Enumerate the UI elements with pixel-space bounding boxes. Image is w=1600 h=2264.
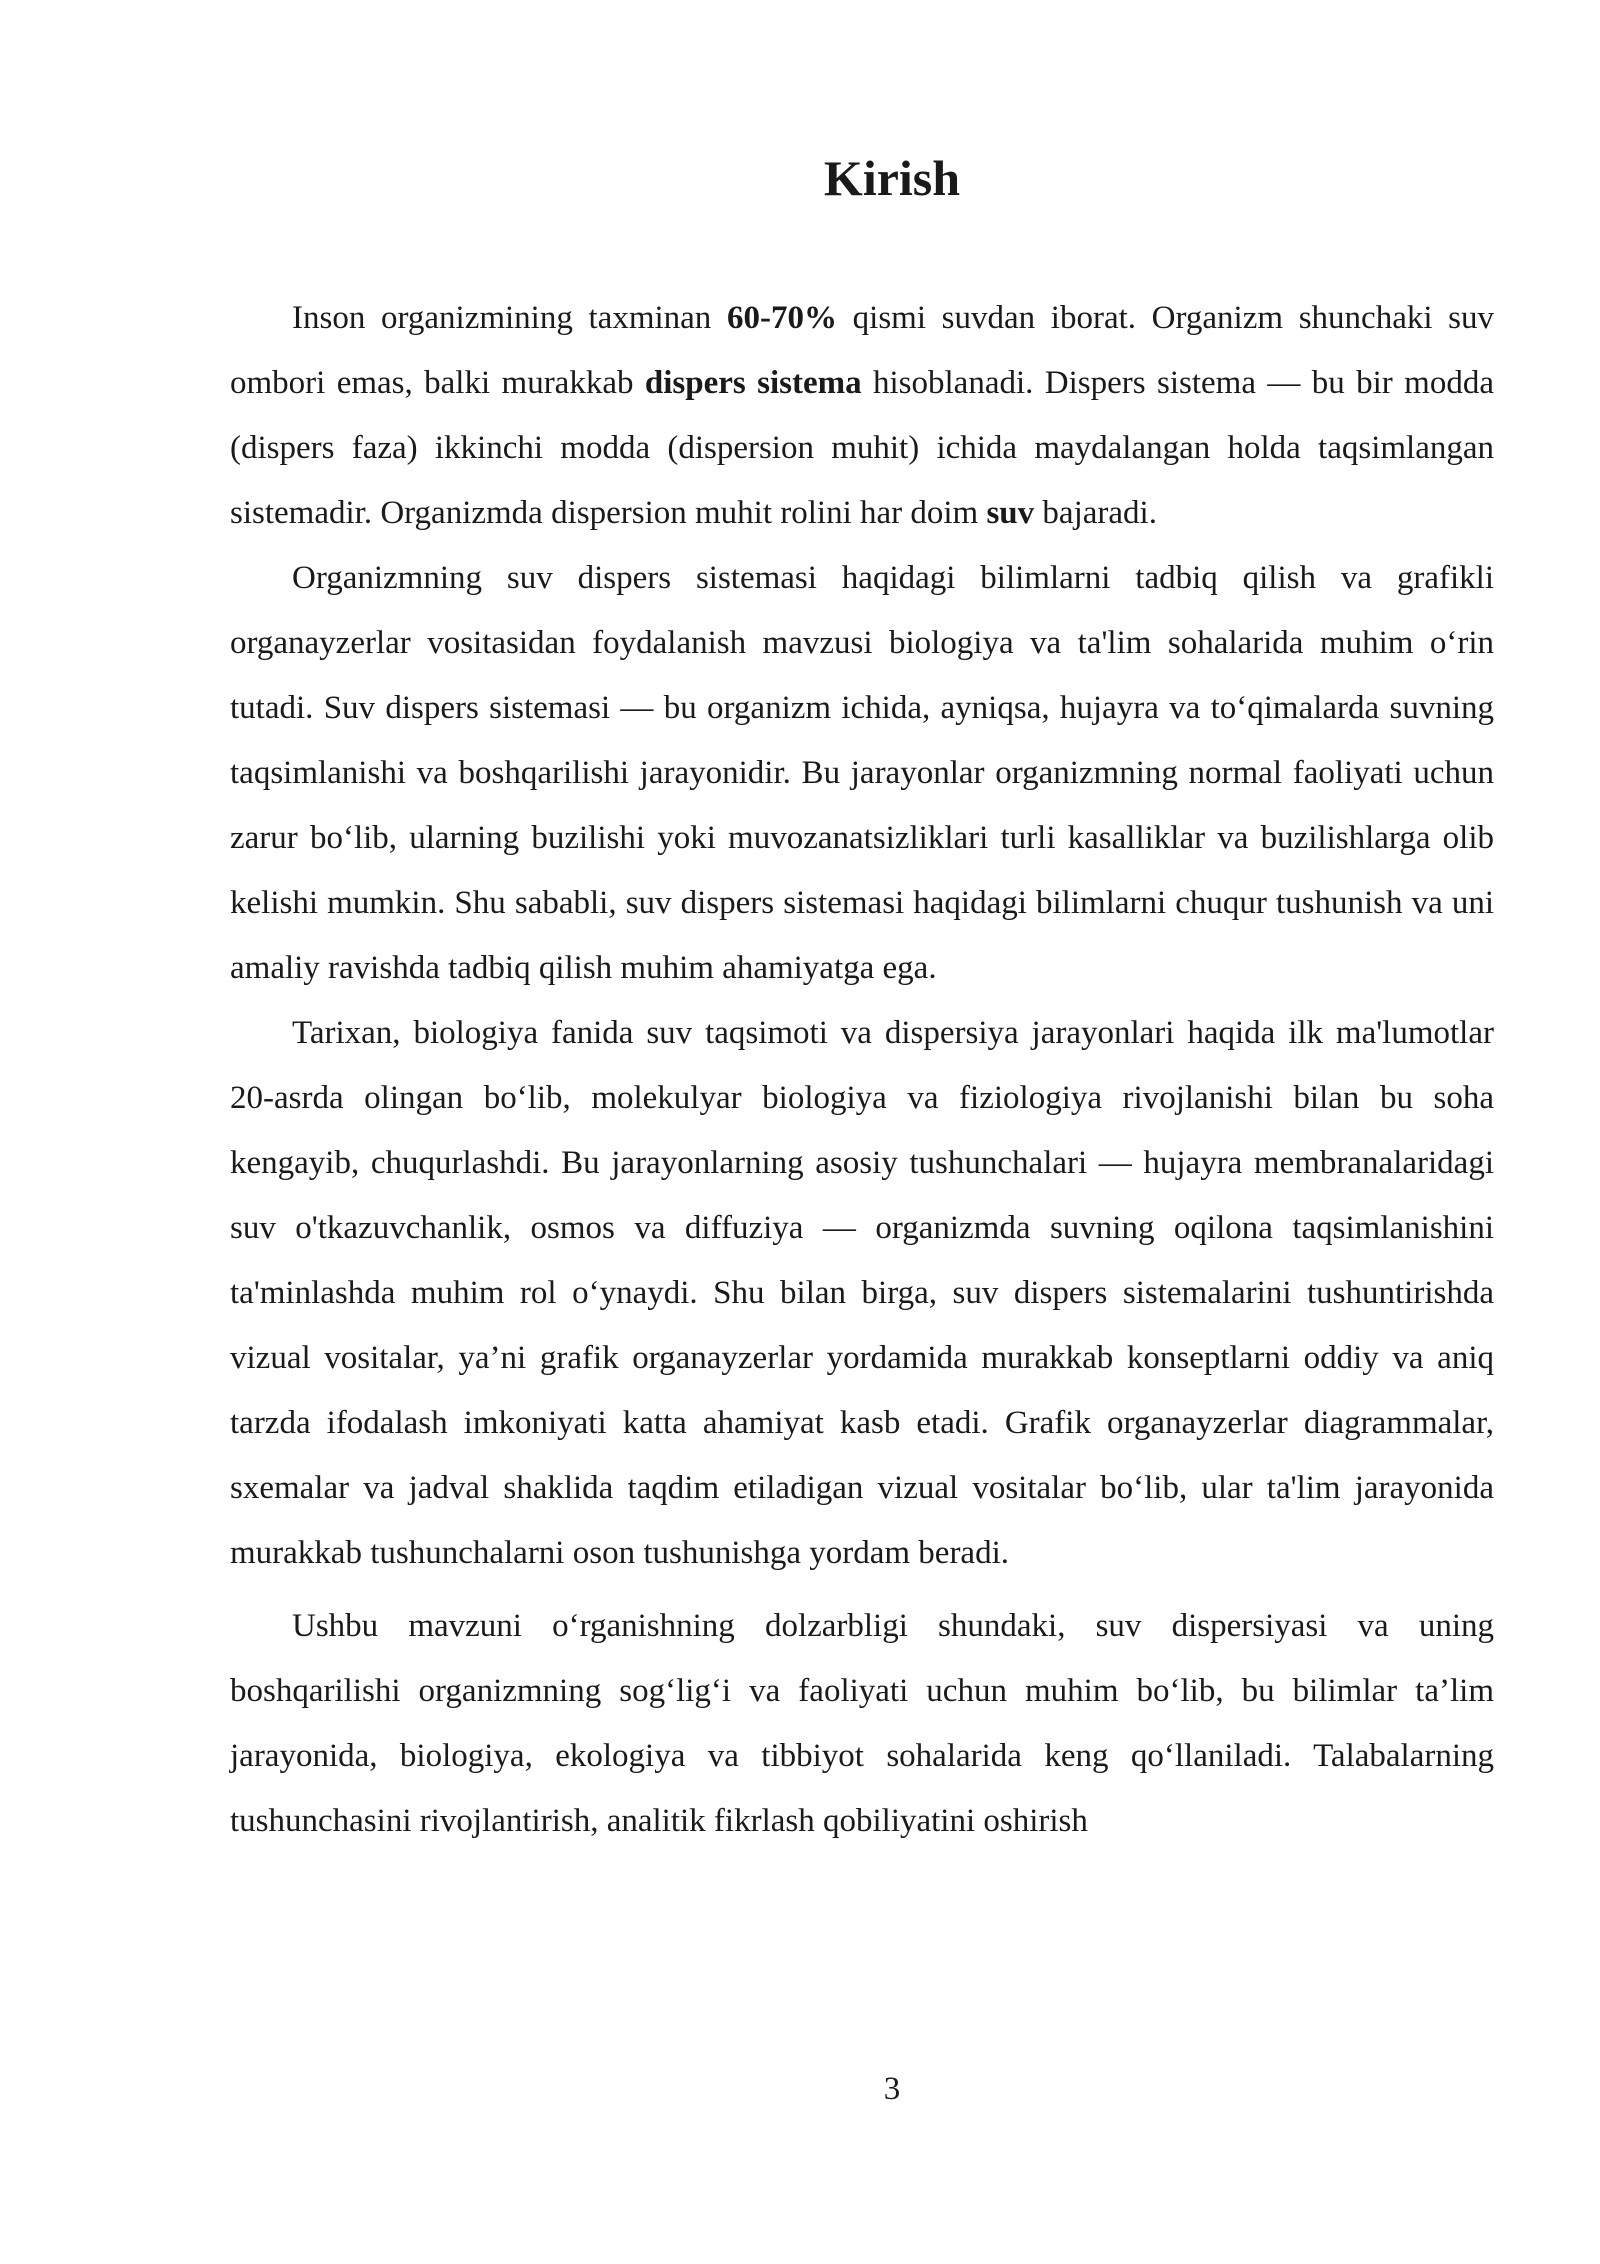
paragraph-2 — [230, 546, 1494, 1001]
bold-term-suv: suv — [986, 495, 1035, 531]
paragraph-1-segment: qismi suvdan iborat. Organizm shunchaki suv ombori emas, balki murakkab — [230, 300, 1495, 401]
paragraph-1-segment: hisoblanadi. Dispers sistema — bu bir modda (dispers faza) ikkinchi modda (dispersion muhit) ichida maydalangan holda taqsimlangan sistemadir. Organizmda dispersion muhit rolini har doim — [230, 365, 1494, 531]
paragraph-2-text: Organizmning suv dispers sistemasi haqidagi bilimlarni tadbiq qilish va grafikli organayzerlar vositasidan foydalanish mavzusi biologiya va ta'lim sohalarida muhim o‘rin tutadi. Suv dispers sistemasi — bu organizm ichida, ayniqsa, hujayra va to‘qimalarda suvning taqsimlanishi va boshqarilishi jarayonidir. Bu jarayonlar organizmning normal faoliyati uchun zarur bo‘lib, ularning buzilishi yoki muvozanatsizliklari turli kasalliklar va buzilishlarga olib kelishi mumkin. Shu sababli, suv dispers sistemasi haqidagi bilimlarni chuqur tushunish va uni amaliy ravishda tadbiq qilish muhim ahamiyatga ega. — [230, 560, 1494, 986]
paragraph-4-text: Ushbu mavzuni o‘rganishning dolzarbligi shundaki, suv dispersiyasi va uning boshqarilishi organizmning sog‘lig‘i va faoliyati uchun muhim bo‘lib, bu bilimlar ta’lim jarayonida, biologiya, ekologiya va tibbiyot sohalarida keng qo‘llaniladi. Talabalarning tushunchasini rivojlantirish, analitik fikrlash qobiliyatini oshirish — [230, 1608, 1494, 1839]
paragraph-1-segment: Inson organizmining taxminan — [292, 300, 727, 336]
paragraph-3-text: Tarixan, biologiya fanida suv taqsimoti va dispersiya jarayonlari haqida ilk ma'lumotlar 20-asrda olingan bo‘lib, molekulyar biologiya va fiziologiya rivojlanishi bilan bu soha kengayib, chuqurlashdi. Bu jarayonlarning asosiy tushunchalari — hujayra membranalaridagi suv o'tkazuvchanlik, osmos va diffuziya — organizmda suvning oqilona taqsimlanishini ta'minlashda muhim rol o‘ynaydi. Shu bilan birga, suv dispers sistemalarini tushuntirishda vizual vositalar, ya’ni grafik organayzerlar yordamida murakkab konseptlarni oddiy va aniq tarzda ifodalash imkoniyati katta ahamiyat kasb etadi. Grafik organayzerlar diagrammalar, sxemalar va jadval shaklida taqdim etiladigan vizual vositalar bo‘lib, ular ta'lim jarayonida murakkab tushunchalarni oson tushunishga yordam beradi. — [230, 1015, 1494, 1571]
page-number: 3 — [883, 2071, 901, 2107]
paragraph-4 — [230, 1594, 1494, 1854]
paragraph-1 — [230, 286, 1494, 546]
bold-percentage: 60-70% — [726, 300, 837, 336]
paragraph-3 — [230, 1001, 1494, 1586]
body-text — [230, 286, 1494, 1854]
page-title: Kirish — [823, 150, 961, 206]
paragraph-1-segment: bajaradi. — [1034, 495, 1157, 531]
bold-term-dispers-sistema: dispers sistema — [644, 365, 862, 401]
